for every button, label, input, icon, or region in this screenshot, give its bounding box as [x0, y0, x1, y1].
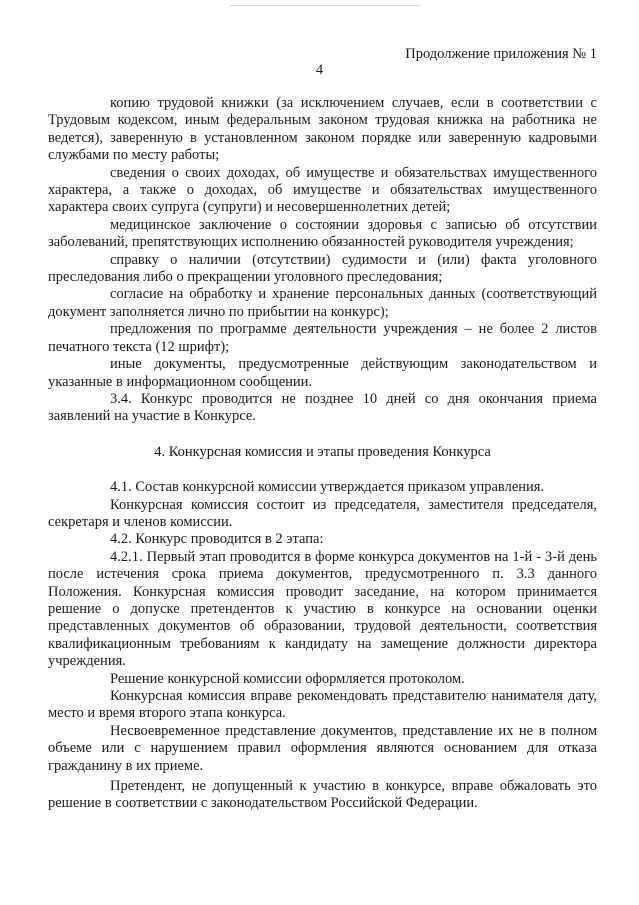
paragraph-4-2-1: 4.2.1. Первый этап проводится в форме конкурса документов на 1-й - 3-й день после истечения срока приема документов, предусмотренного п. 3.3 данного Положения. Конкурсная комиссия проводит заседание, на котором принимается решение о допуске претендентов к участию в конкурсе на основании оценки представленных документов об образовании, трудовой деятельности, соответствия квалификационным требованиям к кандидату на замещение должности директора учреждения. [48, 548, 597, 670]
appendix-continuation-note: Продолжение приложения № 1 [405, 46, 597, 62]
paragraph-program-proposals: предложения по программе деятельности учреждения – не более 2 листов печатного текста (12 шрифт); [48, 321, 597, 355]
paragraph-4-1: 4.1. Состав конкурсной комиссии утверждается приказом управления. [110, 479, 545, 496]
paragraph-commission-composition: Конкурсная комиссия состоит из председателя, заместителя председателя, секретаря и членов комиссии. [48, 496, 597, 530]
paragraph-work-record-copy: копию трудовой книжки (за исключением случаев, если в соответствии с Трудовым кодексом, иным федеральным законом трудовая книжка на работника не ведется), заверенную в установленном законом порядке или заверенную кадровыми службами по месту работы; [48, 95, 597, 164]
document-body [48, 95, 597, 813]
paragraph-income-information: сведения о своих доходах, об имуществе и обязательствах имущественного характера, а также о доходах, об имуществе и обязательствах имущественного характера своих супруга (супруги) и несовершеннолетних детей; [48, 164, 597, 216]
paragraph-criminal-record-certificate: справку о наличии (отсутствии) судимости и (или) факта уголовного преследования либо о прекращении уголовного преследования; [48, 251, 597, 286]
paragraph-personal-data-consent: согласие на обработку и хранение персональных данных (соответствующий документ заполняется лично по прибытии на конкурс); [48, 286, 597, 320]
paragraph-appeal-right: Претендент, не допущенный к участию в конкурсе, вправе обжаловать это решение в соответствии с законодательством Российской Федерации. [48, 778, 597, 812]
paragraph-other-documents: иные документы, предусмотренные действующим законодательством и указанные в информационном сообщении. [48, 356, 597, 390]
page-number: 4 [315, 62, 324, 78]
paragraph-3-4: 3.4. Конкурс проводится не позднее 10 дней со дня окончания приема заявлений на участие в Конкурсе. [48, 390, 597, 425]
paragraph-medical-certificate: медицинское заключение о состоянии здоровья с записью об отсутствии заболеваний, препятствующих исполнению обязанностей руководителя учреждения; [48, 216, 597, 251]
paragraph-second-stage-date: Конкурсная комиссия вправе рекомендовать представителю нанимателя дату, место и время второго этапа конкурса. [48, 688, 597, 722]
paragraph-protocol: Решение конкурсной комиссии оформляется протоколом. [110, 670, 465, 687]
paragraph-4-2: 4.2. Конкурс проводится в 2 этапа: [110, 531, 324, 548]
section-heading-4: 4. Конкурсная комиссия и этапы проведения Конкурса [154, 443, 491, 460]
scan-artifact-line [230, 5, 420, 6]
paragraph-late-submission: Несвоевременное представление документов, представление их не в полном объеме или с нарушением правил оформления являются основанием для отказа гражданину в их приеме. [48, 722, 597, 774]
